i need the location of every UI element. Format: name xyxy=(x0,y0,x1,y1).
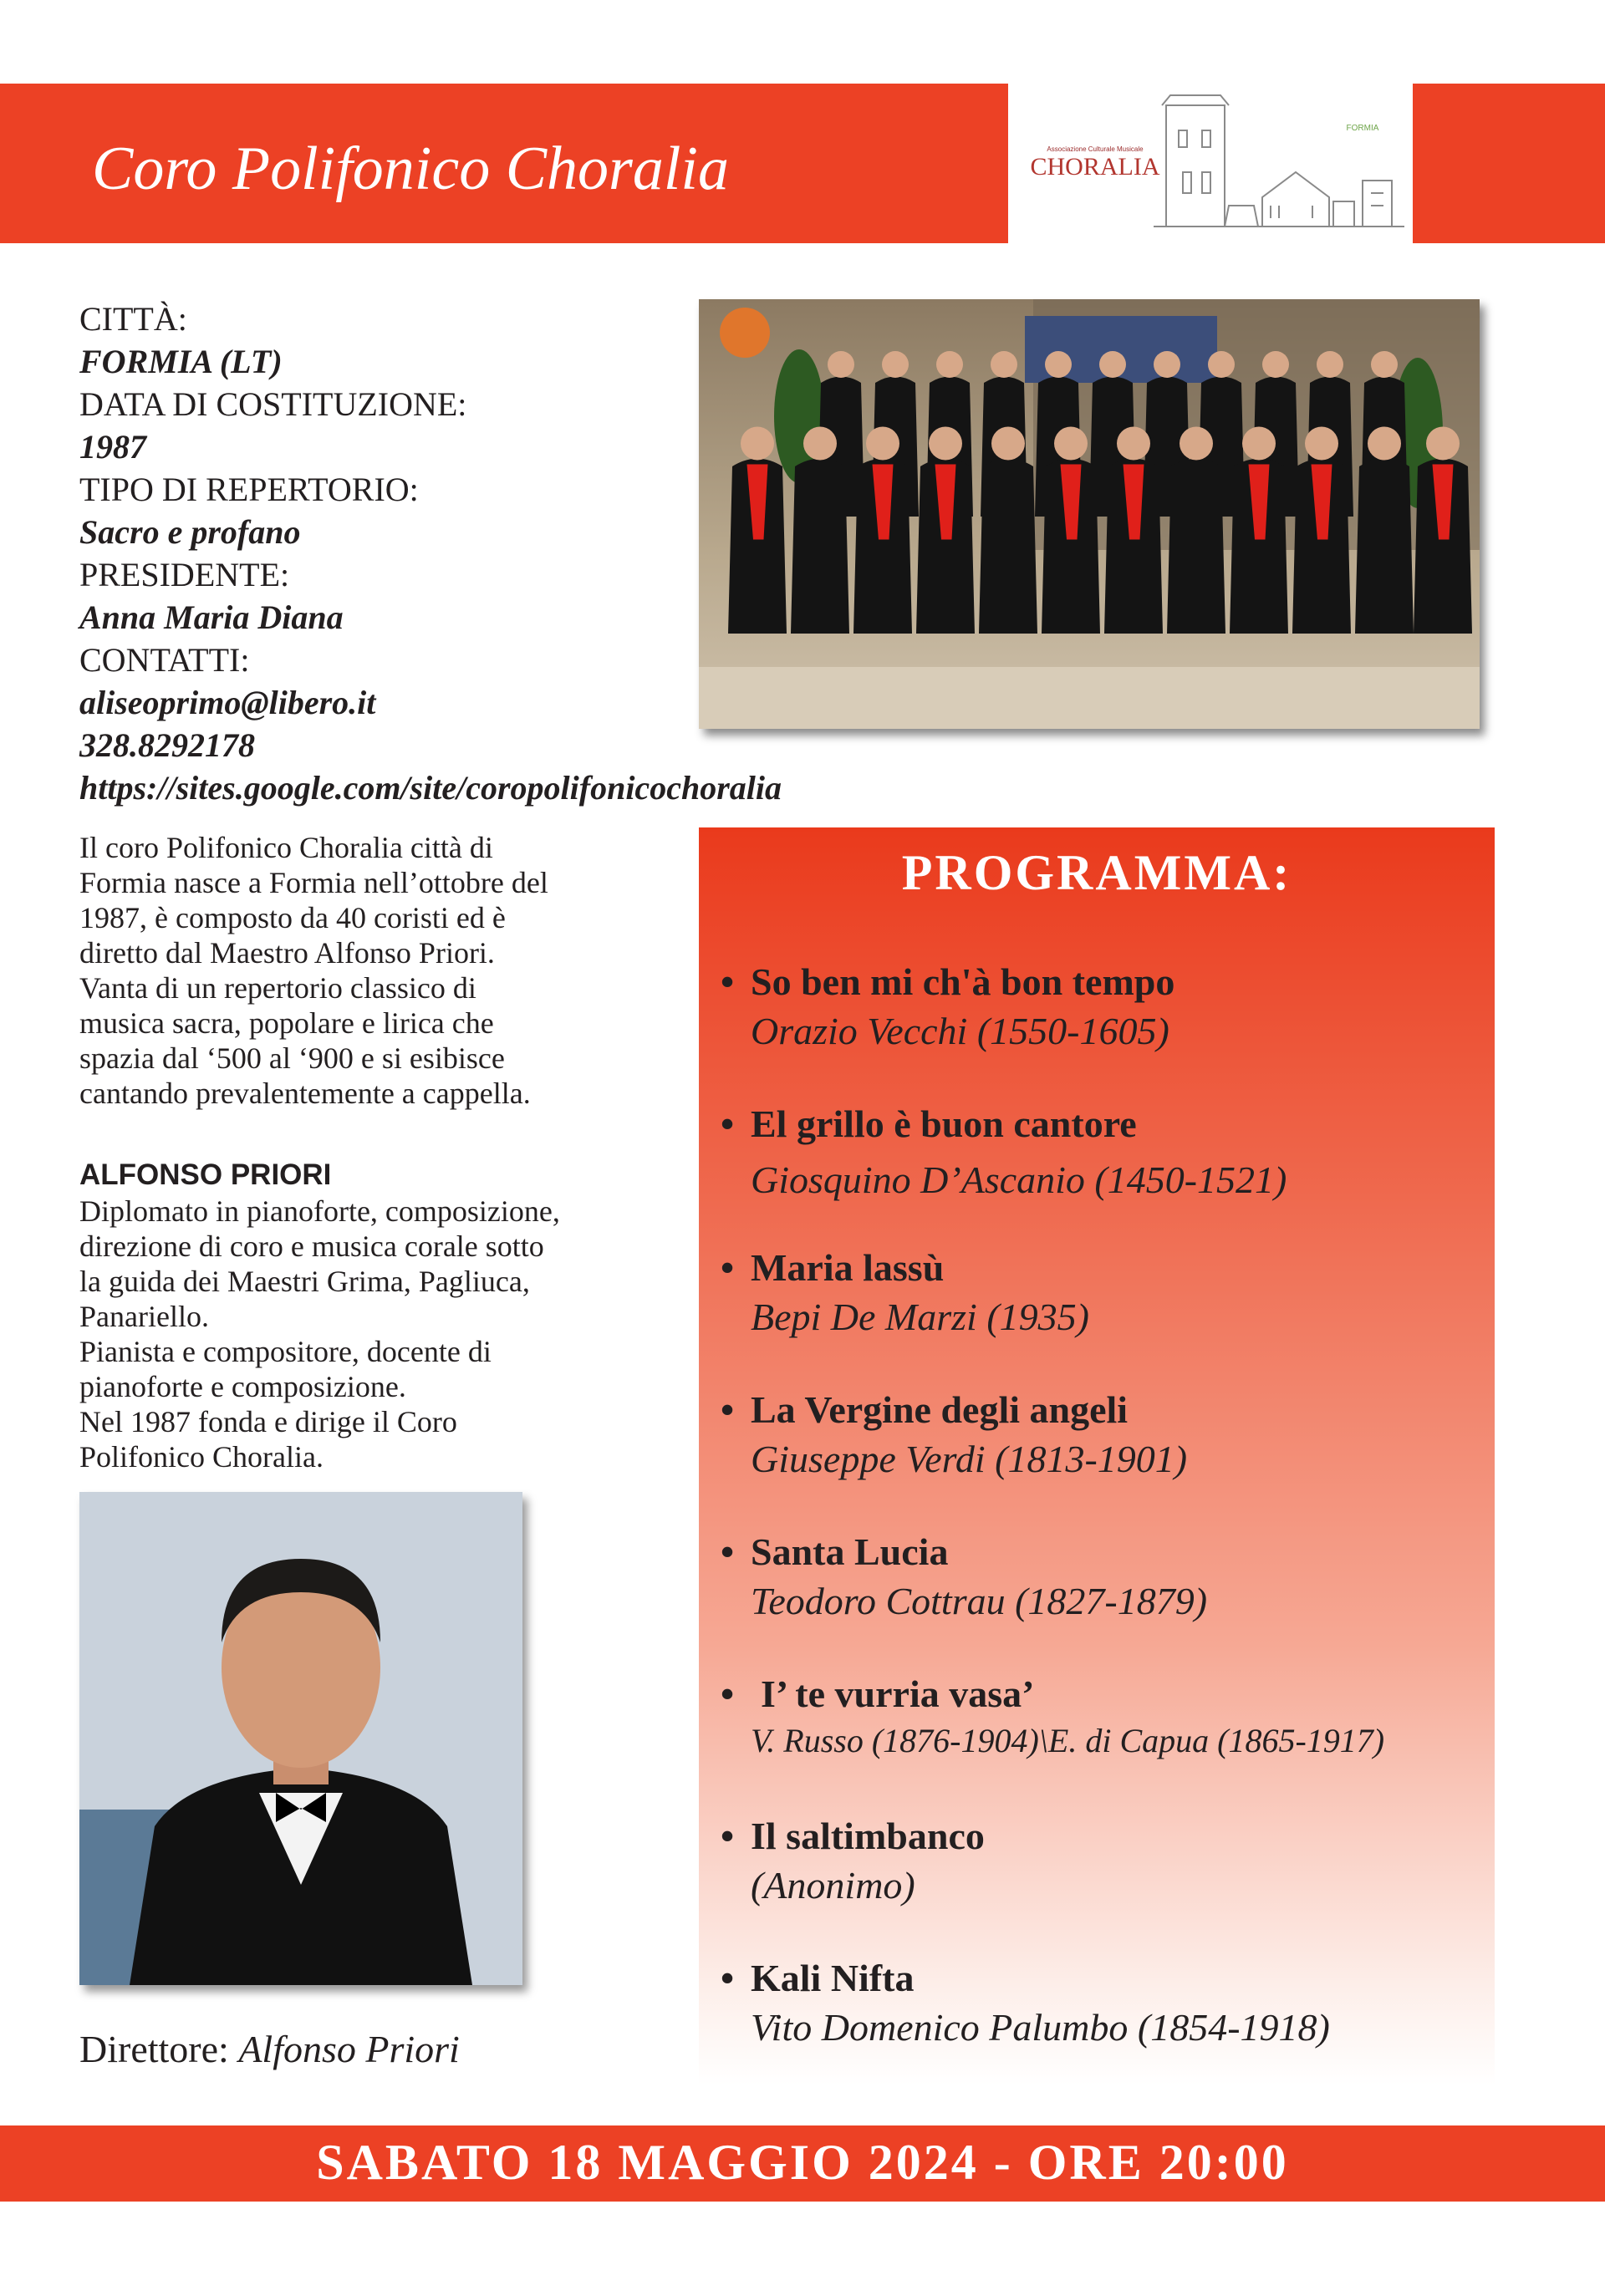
programme-item xyxy=(721,1245,1490,1339)
programme-item xyxy=(721,1102,1490,1202)
bio-line: Diplomato in pianoforte, composizione, xyxy=(79,1194,560,1228)
piece-title: Maria lassù xyxy=(751,1246,945,1289)
bullet-icon: • xyxy=(721,960,735,1003)
city-label: CITTÀ: xyxy=(79,300,187,338)
piece-composer: Teodoro Cottrau (1827-1879) xyxy=(751,1580,1208,1622)
founded-value: 1987 xyxy=(79,428,146,466)
bio-title: ALFONSO PRIORI xyxy=(79,1158,332,1191)
bullet-icon: • xyxy=(721,1388,735,1431)
programme-item xyxy=(721,1814,1490,1907)
piece-title: Il saltimbanco xyxy=(751,1815,985,1857)
bullet-icon: • xyxy=(721,1246,735,1289)
bio-line: pianoforte e composizione. xyxy=(79,1370,406,1403)
bio-line: Pianista e compositore, docente di xyxy=(79,1335,492,1368)
bio-line: la guida dei Maestri Grima, Pagliuca, xyxy=(79,1265,530,1298)
email-link[interactable]: aliseoprimo@libero.it xyxy=(79,684,376,721)
description-line: Formia nasce a Formia nell’ottobre del xyxy=(79,866,548,899)
director-label: Direttore: xyxy=(79,2028,229,2070)
bio-line: Panariello. xyxy=(79,1300,209,1333)
director-bio xyxy=(79,1194,665,1474)
description-line: Vanta di un repertorio classico di xyxy=(79,971,476,1005)
piece-composer: Vito Domenico Palumbo (1854-1918) xyxy=(751,2006,1330,2049)
description-line: Il coro Polifonico Choralia città di xyxy=(79,831,493,864)
piece-title: La Vergine degli angeli xyxy=(751,1388,1129,1431)
logo-city: FORMIA xyxy=(1346,124,1379,133)
piece-composer: Giosquino D’Ascanio (1450-1521) xyxy=(751,1158,1287,1201)
programme-item xyxy=(721,1530,1490,1623)
bio-line: Nel 1987 fonda e dirige il Coro xyxy=(79,1405,457,1438)
piece-composer: Giuseppe Verdi (1813-1901) xyxy=(751,1438,1188,1480)
bullet-icon: • xyxy=(721,1957,735,1999)
phone-number[interactable]: 328.8292178 xyxy=(79,726,255,764)
director-name: Alfonso Priori xyxy=(238,2028,460,2070)
contacts-label: CONTATTI: xyxy=(79,641,250,679)
president-label: PRESIDENTE: xyxy=(79,556,290,593)
website-link[interactable]: https://sites.google.com/site/coropolifonicochoralia xyxy=(79,769,782,807)
bio-line: direzione di coro e musica corale sotto xyxy=(79,1229,544,1263)
logo-small-text: Associazione Culturale Musicale xyxy=(1047,145,1144,153)
director-portrait xyxy=(79,1492,522,1985)
piece-composer: (Anonimo) xyxy=(751,1864,915,1907)
description-line: musica sacra, popolare e lirica che xyxy=(79,1006,494,1040)
president-value: Anna Maria Diana xyxy=(79,598,344,636)
piece-title: Kali Nifta xyxy=(751,1957,915,1999)
description-line: diretto dal Maestro Alfonso Priori. xyxy=(79,936,495,970)
bullet-icon: • xyxy=(721,1815,735,1857)
piece-title: So ben mi ch'à bon tempo xyxy=(751,960,1175,1003)
repertoire-label: TIPO DI REPERTORIO: xyxy=(79,471,419,508)
logo-name: CHORALIA xyxy=(1030,153,1160,181)
description-line: 1987, è composto da 40 coristi ed è xyxy=(79,901,506,934)
programme-item xyxy=(721,960,1490,1053)
city-value: FORMIA (LT) xyxy=(79,343,283,380)
piece-title: I’ te vurria vasa’ xyxy=(761,1672,1035,1715)
choir-group-photo xyxy=(699,299,1480,729)
repertoire-value: Sacro e profano xyxy=(79,513,301,551)
choralia-logo xyxy=(1011,80,1413,239)
page-title: Coro Polifonico Choralia xyxy=(92,135,729,203)
piece-composer: V. Russo (1876-1904)\E. di Capua (1865-1917) xyxy=(751,1722,1385,1759)
piece-title: Santa Lucia xyxy=(751,1530,949,1573)
bio-line: Polifonico Choralia. xyxy=(79,1440,324,1474)
bullet-icon: • xyxy=(721,1102,735,1145)
piece-title: El grillo è buon cantore xyxy=(751,1102,1137,1145)
piece-composer: Bepi De Marzi (1935) xyxy=(751,1296,1089,1338)
description-line: cantando prevalentemente a cappella. xyxy=(79,1077,531,1110)
bullet-icon: • xyxy=(721,1530,735,1573)
programme-item xyxy=(721,1672,1490,1760)
bullet-icon: • xyxy=(721,1672,735,1715)
programme-item xyxy=(721,1956,1490,2049)
piece-composer: Orazio Vecchi (1550-1605) xyxy=(751,1010,1169,1052)
programme-title: PROGRAMMA: xyxy=(901,845,1292,900)
director-caption xyxy=(79,2027,460,2071)
choir-description xyxy=(79,830,665,1111)
header-banner-right xyxy=(1413,84,1605,243)
description-line: spazia dal ‘500 al ‘900 e si esibisce xyxy=(79,1041,505,1075)
event-datetime: SABATO 18 MAGGIO 2024 - ORE 20:00 xyxy=(316,2135,1289,2190)
programme-item xyxy=(721,1387,1490,1481)
founded-label: DATA DI COSTITUZIONE: xyxy=(79,385,467,423)
